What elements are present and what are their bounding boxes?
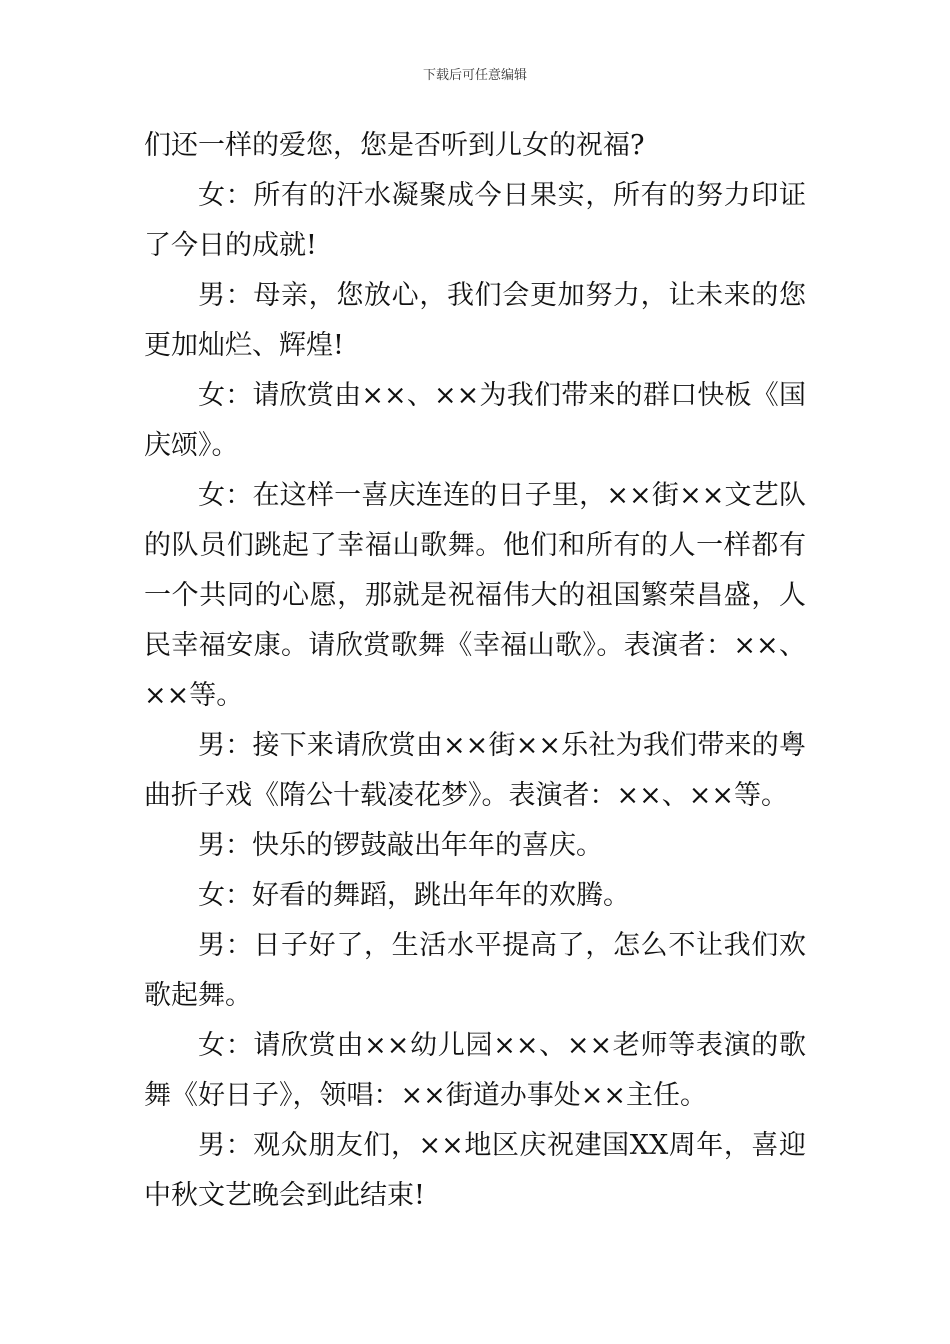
document-body (144, 121, 806, 1221)
paragraph-male-5: 男：观众朋友们，××地区庆祝建国XX周年，喜迎中秋文艺晚会到此结束! (144, 1130, 806, 1211)
paragraph-female-1: 女：所有的汗水凝聚成今日果实，所有的努力印证了今日的成就! (144, 180, 806, 261)
paragraph-male-2: 男：接下来请欣赏由××街××乐社为我们带来的粤曲折子戏《隋公十载凌花梦》。表演者：××、××等。 (144, 730, 806, 811)
paragraph-female-5: 女：请欣赏由××幼儿园××、××老师等表演的歌舞《好日子》，领唱：××街道办事处××主任。 (144, 1030, 806, 1111)
paragraph-male-3: 男：快乐的锣鼓敲出年年的喜庆。 (198, 830, 603, 861)
paragraph-continuation: 们还一样的爱您，您是否听到儿女的祝福? (144, 130, 645, 161)
paragraph-female-4: 女：好看的舞蹈，跳出年年的欢腾。 (198, 880, 630, 911)
paragraph-female-2: 女：请欣赏由××、××为我们带来的群口快板《国庆颂》。 (144, 380, 806, 461)
paragraph-male-1: 男：母亲，您放心，我们会更加努力，让未来的您更加灿烂、辉煌! (144, 280, 806, 361)
paragraph-male-4: 男：日子好了，生活水平提高了，怎么不让我们欢歌起舞。 (144, 930, 806, 1011)
paragraph-female-3: 女：在这样一喜庆连连的日子里，××街××文艺队的队员们跳起了幸福山歌舞。他们和所有的人一样都有一个共同的心愿，那就是祝福伟大的祖国繁荣昌盛，人民幸福安康。请欣赏歌舞《幸福山歌》。表演者：××、××等。 (144, 480, 806, 711)
page-header-note: 下载后可任意编辑 (422, 68, 527, 83)
